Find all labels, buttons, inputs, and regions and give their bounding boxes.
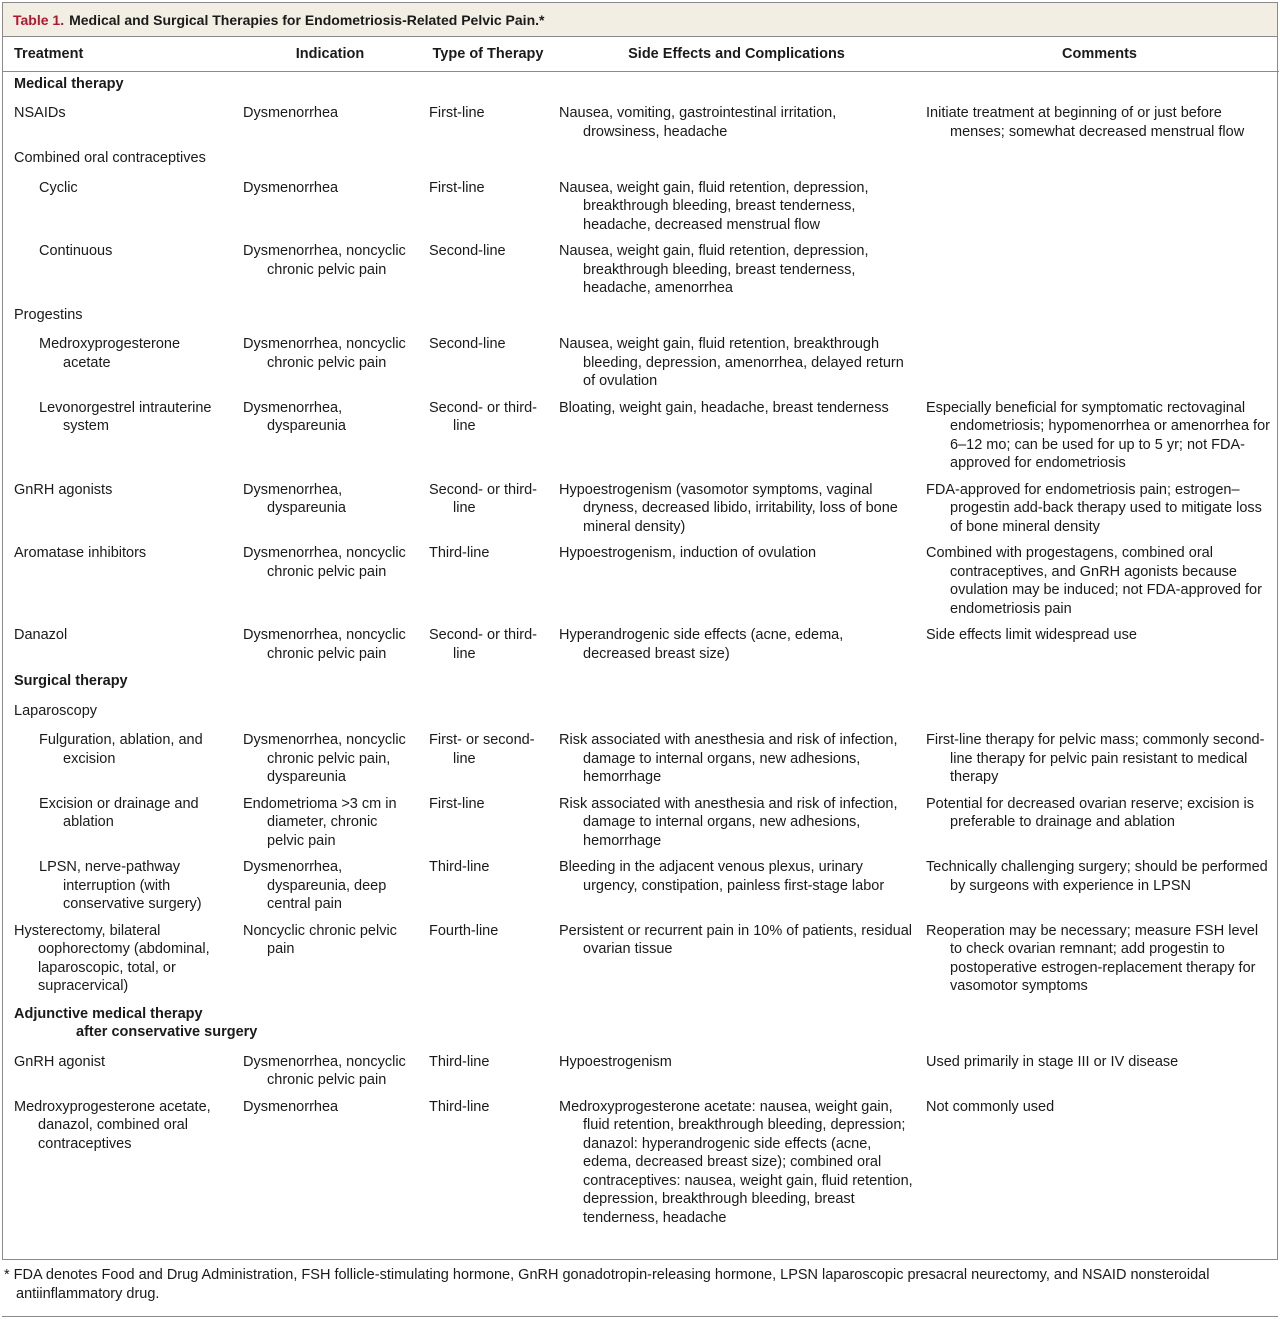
indication-cell: Dysmenorrhea, noncyclic chronic pelvic pain [243,243,406,278]
treatment-cell: GnRH agonist [14,1053,106,1070]
table-header-row [3,37,1279,71]
treatment-cell: Medroxyprogesterone acetate [39,336,181,371]
indication-cell: Noncyclic chronic pelvic pain [243,922,397,957]
treatment-cell: Cyclic [39,179,78,196]
indication-cell: Dysmenorrhea, dyspareunia [243,481,346,516]
comments-cell: Combined with progestagens, combined oral contraceptives, and GnRH agonists because ovulation may be induced; not FDA-approved for endometriosis pain [926,545,1262,617]
table-row [3,856,1279,920]
group-row-laparoscopy [3,700,1279,730]
type-cell: First-line [429,795,485,812]
table-caption [3,3,1277,37]
type-cell: First-line [429,105,485,121]
table-row [3,102,1279,147]
comments-cell: Potential for decreased ovarian reserve; excision is preferable to drainage and ablation [926,795,1255,830]
type-cell: Second- or third-line [429,399,537,434]
table-row [3,793,1279,857]
table-label: Table 1. [13,11,65,28]
indication-cell: Dysmenorrhea, dyspareunia [243,399,346,434]
table-row [3,1051,1279,1096]
bottom-divider [2,1316,1278,1317]
treatment-cell: GnRH agonists [14,481,113,498]
table-row [3,397,1279,479]
treatment-cell: Hysterectomy, bilateral oophorectomy (abdominal, laparoscopic, total, or supracervical) [14,922,210,994]
indication-cell: Endometrioma >3 cm in diameter, chronic pelvic pain [243,795,397,849]
table-row [3,479,1279,543]
side-effects-cell: Hypoestrogenism (vasomotor symptoms, vaginal dryness, decreased libido, irritability, loss of bone mineral density) [559,481,898,535]
comments-cell: Not commonly used [926,1098,1055,1115]
table-row [3,542,1279,624]
treatment-cell: Medroxyprogesterone acetate, danazol, combined oral contraceptives [14,1098,211,1152]
section-title-continued: after conservative surgery [76,1024,258,1040]
indication-cell: Dysmenorrhea [243,1098,339,1115]
column-header-treatment: Treatment [3,37,237,71]
therapies-table [3,37,1279,1233]
type-cell: Third-line [429,859,490,875]
side-effects-cell: Risk associated with anesthesia and risk of infection, damage to internal organs, new adhesions, hemorrhage [559,795,898,849]
type-cell: Third-line [429,1053,490,1070]
treatment-cell: Fulguration, ablation, and excision [39,732,203,767]
side-effects-cell: Hypoestrogenism, induction of ovulation [559,545,817,561]
comments-cell: Initiate treatment at beginning of or just before menses; somewhat decreased menstrual flow [926,105,1245,140]
group-row-progestins [3,304,1279,334]
column-header-side-effects: Side Effects and Complications [553,37,920,71]
type-cell: Third-line [429,1098,490,1115]
indication-cell: Dysmenorrhea, noncyclic chronic pelvic pain [243,1053,406,1088]
side-effects-cell: Hyperandrogenic side effects (acne, edema, decreased breast size) [559,627,844,662]
indication-cell: Dysmenorrhea [243,105,339,121]
column-header-comments: Comments [920,37,1279,71]
indication-cell: Dysmenorrhea [243,179,339,196]
group-title: Combined oral contraceptives [14,150,206,166]
treatment-cell: Levonorgestrel intrauterine system [39,399,212,434]
side-effects-cell: Bloating, weight gain, headache, breast tenderness [559,399,889,416]
indication-cell: Dysmenorrhea, noncyclic chronic pelvic pain [243,545,406,580]
table-row [3,177,1279,241]
group-row-coc [3,147,1279,177]
comments-cell: FDA-approved for endometriosis pain; estrogen–progestin add-back therapy used to mitigate loss of bone mineral density [926,481,1262,535]
side-effects-cell: Hypoestrogenism [559,1053,672,1070]
indication-cell: Dysmenorrhea, noncyclic chronic pelvic pain [243,336,406,371]
treatment-cell: Danazol [14,627,68,643]
side-effects-cell: Nausea, weight gain, fluid retention, depression, breakthrough bleeding, breast tenderness, headache, amenorrhea [559,243,869,296]
treatment-cell: Aromatase inhibitors [14,545,147,561]
comments-cell: Used primarily in stage III or IV disease [926,1053,1179,1070]
table-row [3,729,1279,793]
comments-cell: Especially beneficial for symptomatic rectovaginal endometriosis; hypomenorrhea or amenorrhea for 6–12 mo; can be used for up to 5 yr; not FDA-approved for endometriosis [926,399,1270,471]
comments-cell: Technically challenging surgery; should be performed by surgeons with experience in LPSN [926,859,1268,894]
type-cell: Second-line [429,243,506,259]
section-title: Medical therapy [14,75,124,92]
type-cell: Second- or third-line [429,627,537,662]
column-header-type: Type of Therapy [423,37,553,71]
indication-cell: Dysmenorrhea, dyspareunia, deep central pain [243,859,387,912]
type-cell: Fourth-line [429,922,499,939]
type-cell: Second-line [429,336,506,352]
column-header-indication: Indication [237,37,423,71]
section-row-adjunctive [3,1002,1279,1051]
side-effects-cell: Medroxyprogesterone acetate: nausea, weight gain, fluid retention, breakthrough bleeding, depression; danazol: hyperandrogenic side effects (acne, edema, decreased breast size); combined oral contraceptives: nausea, weight gain, fluid retention, depression, breakthrough bleeding, breast tenderness, headache [559,1098,913,1226]
table-row [3,920,1279,1002]
table-row [3,240,1279,304]
side-effects-cell: Risk associated with anesthesia and risk of infection, damage to internal organs, new adhesions, hemorrhage [559,732,898,785]
indication-cell: Dysmenorrhea, noncyclic chronic pelvic pain, dyspareunia [243,732,406,785]
comments-cell: Reoperation may be necessary; measure FSH level to check ovarian remnant; add progestin to postoperative estrogen-replacement therapy for vasomotor symptoms [926,922,1259,994]
table-row [3,624,1279,669]
section-row-surgical [3,669,1279,700]
side-effects-cell: Nausea, weight gain, fluid retention, depression, breakthrough bleeding, breast tenderness, headache, decreased menstrual flow [559,179,869,233]
section-title: Adjunctive medical therapy [14,1005,203,1022]
group-title: Laparoscopy [14,702,98,719]
treatment-cell: LPSN, nerve-pathway interruption (with conservative surgery) [39,859,202,912]
treatment-cell: Continuous [39,243,113,259]
section-row-medical [3,71,1279,102]
table-row [3,1096,1279,1234]
side-effects-cell: Persistent or recurrent pain in 10% of patients, residual ovarian tissue [559,922,913,957]
treatment-cell: NSAIDs [14,105,66,121]
side-effects-cell: Bleeding in the adjacent venous plexus, urinary urgency, constipation, painless first-stage labor [559,859,885,894]
type-cell: First- or second-line [429,732,535,767]
indication-cell: Dysmenorrhea, noncyclic chronic pelvic pain [243,627,406,662]
section-title: Surgical therapy [14,673,128,689]
comments-cell: Side effects limit widespread use [926,627,1137,643]
type-cell: Second- or third-line [429,481,537,516]
table-frame [2,2,1278,1260]
side-effects-cell: Nausea, weight gain, fluid retention, breakthrough bleeding, depression, amenorrhea, delayed return of ovulation [559,336,904,389]
side-effects-cell: Nausea, vomiting, gastrointestinal irritation, drowsiness, headache [559,105,837,140]
table-footnote: * FDA denotes Food and Drug Administration, FSH follicle-stimulating hormone, GnRH gonadotropin-releasing hormone, LPSN laparoscopic presacral neurectomy, and NSAID nonsteroidal antiinflammatory drug. [4,1267,1210,1302]
group-title: Progestins [14,306,83,323]
table-title: Medical and Surgical Therapies for Endometriosis-Related Pelvic Pain.* [69,11,545,28]
table-row [3,333,1279,397]
treatment-cell: Excision or drainage and ablation [39,795,199,830]
type-cell: Third-line [429,545,490,561]
comments-cell: First-line therapy for pelvic mass; commonly second-line therapy for pelvic pain resistant to medical therapy [926,732,1265,785]
type-cell: First-line [429,179,485,196]
